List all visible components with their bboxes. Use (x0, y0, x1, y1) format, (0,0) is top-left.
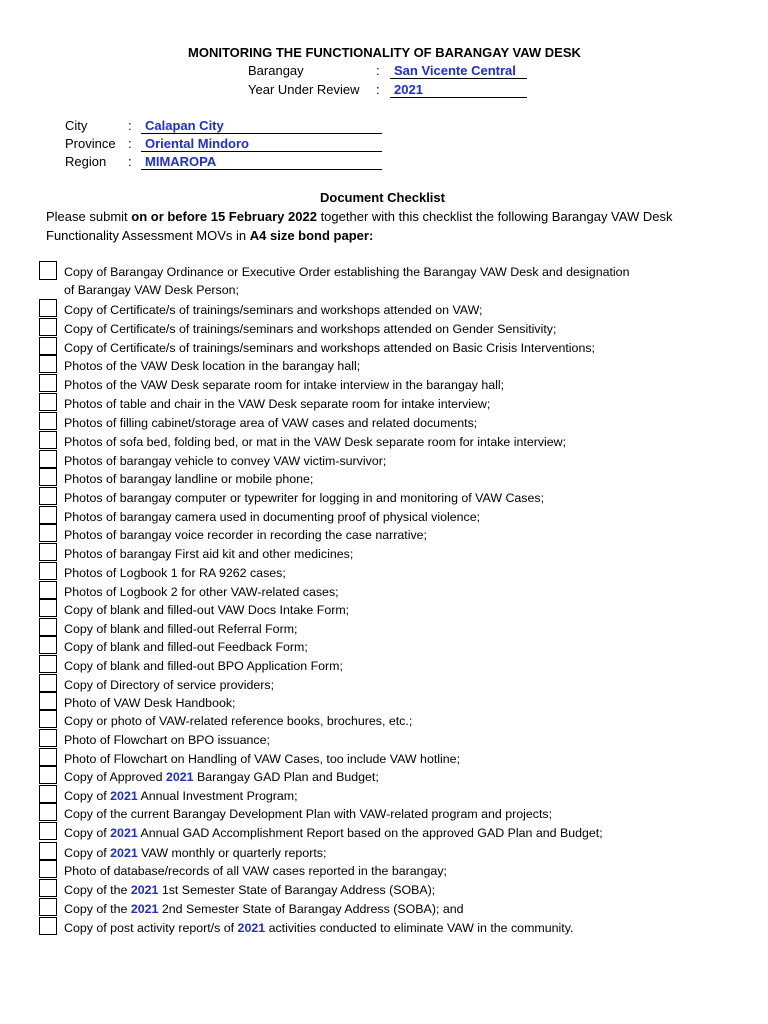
item-text: Copy of (64, 826, 111, 840)
checklist-item-text (64, 357, 360, 375)
item-year: 2021 (110, 846, 138, 860)
intro-text-2: together with this checklist the following Barangay VAW Desk Functionality Assessment MOVs in (46, 209, 673, 243)
checkbox[interactable] (39, 374, 57, 392)
checkbox[interactable] (39, 842, 57, 860)
checkbox[interactable] (39, 636, 57, 654)
checkbox[interactable] (39, 581, 57, 599)
checkbox[interactable] (39, 524, 57, 542)
checklist-item-text (64, 862, 447, 880)
checklist-item-text (64, 601, 349, 619)
item-text: Photos of barangay vehicle to convey VAW victim-survivor; (64, 454, 387, 468)
province-label: Province (65, 136, 116, 151)
checkbox[interactable] (39, 655, 57, 673)
city-value: Calapan City (141, 118, 382, 134)
checkbox[interactable] (39, 506, 57, 524)
item-text: Photos of barangay First aid kit and other medicines; (64, 547, 354, 561)
item-text: Copy of Approved (64, 770, 166, 784)
intro-text-1: Please submit (46, 209, 132, 224)
item-year: 2021 (110, 789, 138, 803)
item-text: Photo of Flowchart on BPO issuance; (64, 733, 270, 747)
item-text-rest: 2nd Semester State of Barangay Address (SOBA); and (158, 902, 464, 916)
item-text-rest: Annual Investment Program; (137, 789, 298, 803)
item-year: 2021 (130, 902, 159, 916)
checklist-item-text (64, 919, 573, 937)
checklist-item-text (64, 395, 490, 413)
region-colon: : (128, 154, 132, 169)
checkbox[interactable] (39, 822, 57, 840)
checklist-item-text (64, 657, 343, 675)
item-text-rest: VAW monthly or quarterly reports; (137, 846, 327, 860)
item-text: Copy of Certificate/s of trainings/seminars and workshops attended on VAW; (64, 303, 483, 317)
checkbox[interactable] (39, 337, 57, 355)
checkbox[interactable] (39, 729, 57, 747)
item-text-line2: of Barangay VAW Desk Person; (64, 283, 239, 297)
checklist-item-text (64, 263, 629, 299)
page-title: MONITORING THE FUNCTIONALITY OF BARANGAY VAW DESK (188, 45, 581, 60)
checkbox[interactable] (39, 543, 57, 561)
province-value: Oriental Mindoro (141, 136, 382, 152)
checkbox[interactable] (39, 674, 57, 692)
checklist-item-text (64, 564, 286, 582)
checkbox[interactable] (39, 599, 57, 617)
item-text: Copy of Certificate/s of trainings/seminars and workshops attended on Gender Sensitivity; (64, 322, 557, 336)
item-text: Photos of filling cabinet/storage area of VAW cases and related documents; (64, 416, 478, 430)
checkbox[interactable] (39, 898, 57, 916)
barangay-value: San Vicente Central (390, 63, 527, 79)
item-text: Copy of Directory of service providers; (64, 678, 275, 692)
item-text: Copy of Barangay Ordinance or Executive Order establishing the Barangay VAW Desk and designation (64, 265, 630, 279)
item-text: Copy of the (64, 902, 131, 916)
checkbox[interactable] (39, 803, 57, 821)
checklist-item-text (64, 900, 464, 918)
item-year: 2021 (237, 921, 266, 935)
checkbox[interactable] (39, 917, 57, 935)
item-text: Photos of barangay computer or typewriter for logging in and monitoring of VAW Cases; (64, 491, 545, 505)
checkbox[interactable] (39, 710, 57, 728)
city-label: City (65, 118, 88, 133)
item-year: 2021 (110, 826, 138, 840)
item-text: Copy of post activity report/s of (64, 921, 238, 935)
checklist-item-text (64, 545, 353, 563)
checkbox[interactable] (39, 299, 57, 317)
year-colon: : (376, 82, 380, 97)
item-text: Photos of barangay camera used in documenting proof of physical violence; (64, 510, 481, 524)
checkbox[interactable] (39, 692, 57, 710)
item-text: Copy of the current Barangay Development Plan with VAW-related program and projects; (64, 807, 553, 821)
item-text: Photos of Logbook 2 for other VAW-related cases; (64, 585, 339, 599)
item-text-rest: Annual GAD Accomplishment Report based on the approved GAD Plan and Budget; (137, 826, 603, 840)
checkbox[interactable] (39, 431, 57, 449)
checkbox[interactable] (39, 318, 57, 336)
checkbox[interactable] (39, 748, 57, 766)
checklist-item-text (64, 433, 566, 451)
barangay-colon: : (376, 63, 380, 78)
checkbox[interactable] (39, 393, 57, 411)
checklist-item-text (64, 376, 504, 394)
item-text: Copy of the (64, 883, 131, 897)
checklist-item-text (64, 620, 297, 638)
province-colon: : (128, 136, 132, 151)
checklist-item-text (64, 414, 477, 432)
item-text: Copy of blank and filled-out Feedback Form; (64, 640, 308, 654)
item-text: Photos of the VAW Desk location in the barangay hall; (64, 359, 361, 373)
checklist-item-text (64, 526, 427, 544)
item-text: Photo of VAW Desk Handbook; (64, 696, 236, 710)
region-value: MIMAROPA (141, 154, 382, 170)
intro-deadline: on or before 15 February 2022 (131, 209, 317, 224)
checklist-item-text (64, 712, 412, 730)
checkbox[interactable] (39, 785, 57, 803)
barangay-label: Barangay (248, 63, 304, 78)
item-text: Photos of barangay landline or mobile phone; (64, 472, 314, 486)
checklist-item-text (64, 676, 274, 694)
item-text: Copy of Certificate/s of trainings/seminars and workshops attended on Basic Crisis Interventions; (64, 341, 595, 355)
checklist-item-text (64, 508, 480, 526)
checklist-item-text (64, 339, 595, 357)
checkbox[interactable] (39, 860, 57, 878)
checkbox[interactable] (39, 261, 57, 280)
checklist-item-text (64, 731, 270, 749)
checklist-item-text (64, 694, 236, 712)
item-text: Photos of Logbook 1 for RA 9262 cases; (64, 566, 286, 580)
checkbox[interactable] (39, 879, 57, 897)
item-text: Copy or photo of VAW-related reference books, brochures, etc.; (64, 714, 413, 728)
checklist-item-text (64, 824, 603, 842)
item-text: Copy of blank and filled-out Referral Form; (64, 622, 298, 636)
checklist-item-text (64, 489, 544, 507)
checklist-item-text (64, 805, 552, 823)
checkbox[interactable] (39, 355, 57, 373)
item-text: Photos of the VAW Desk separate room for intake interview in the barangay hall; (64, 378, 505, 392)
checkbox[interactable] (39, 412, 57, 430)
checklist-item-text (64, 583, 339, 601)
item-text: Photo of database/records of all VAW cases reported in the barangay; (64, 864, 447, 878)
checkbox[interactable] (39, 766, 57, 784)
item-text: Copy of (64, 789, 111, 803)
checkbox[interactable] (39, 562, 57, 580)
item-text-rest: activities conducted to eliminate VAW in the community. (265, 921, 574, 935)
intro-paper: A4 size bond paper: (249, 228, 374, 243)
year-label: Year Under Review (248, 82, 360, 97)
checklist-item-text (64, 787, 298, 805)
checkbox[interactable] (39, 468, 57, 486)
item-text: Copy of blank and filled-out BPO Application Form; (64, 659, 343, 673)
item-text: Photos of barangay voice recorder in recording the case narrative; (64, 528, 427, 542)
item-text-rest: Barangay GAD Plan and Budget; (193, 770, 379, 784)
checklist-item-text (64, 452, 386, 470)
item-year: 2021 (165, 770, 194, 784)
checkbox[interactable] (39, 450, 57, 468)
checklist-item-text (64, 881, 435, 899)
checklist-intro (46, 207, 736, 245)
item-text: Photos of table and chair in the VAW Desk separate room for intake interview; (64, 397, 491, 411)
checklist-item-text (64, 844, 326, 862)
checkbox[interactable] (39, 487, 57, 505)
region-label: Region (65, 154, 107, 169)
checklist-item-text (64, 320, 556, 338)
item-text-rest: 1st Semester State of Barangay Address (SOBA); (158, 883, 436, 897)
item-year: 2021 (130, 883, 159, 897)
checklist-item-text (64, 768, 379, 786)
checklist-item-text (64, 638, 308, 656)
item-text: Photos of sofa bed, folding bed, or mat in the VAW Desk separate room for intake interview; (64, 435, 567, 449)
checklist-heading: Document Checklist (320, 190, 445, 205)
year-value: 2021 (390, 82, 527, 98)
checkbox[interactable] (39, 618, 57, 636)
city-colon: : (128, 118, 132, 133)
checklist-item-text (64, 750, 460, 768)
item-text: Photo of Flowchart on Handling of VAW Cases, too include VAW hotline; (64, 752, 461, 766)
item-text: Copy of blank and filled-out VAW Docs Intake Form; (64, 603, 350, 617)
item-text: Copy of (64, 846, 111, 860)
checklist-item-text (64, 470, 313, 488)
checklist-item-text (64, 301, 483, 319)
